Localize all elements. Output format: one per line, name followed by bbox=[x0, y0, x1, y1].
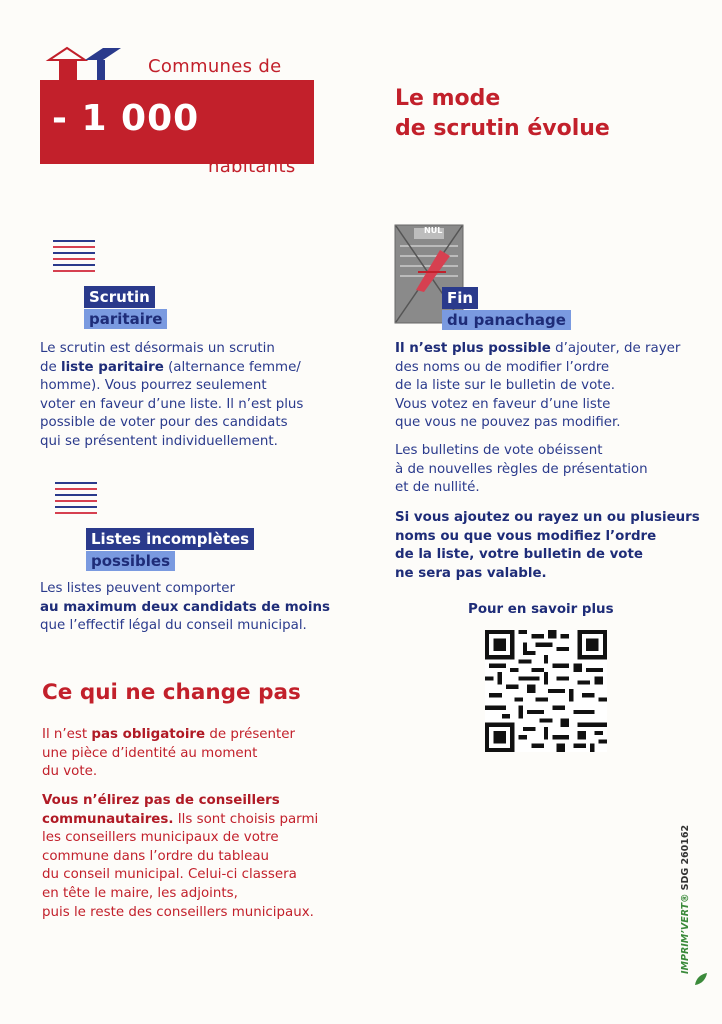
population-threshold: - 1 000 bbox=[52, 98, 200, 139]
text-line: du conseil municipal. Celui-ci classera bbox=[42, 867, 297, 883]
text-line: Vous votez en faveur d’une liste bbox=[395, 396, 611, 412]
text-bold: communautaires. bbox=[42, 811, 174, 827]
text-line bbox=[395, 340, 715, 359]
page-title bbox=[395, 84, 610, 144]
unchanged-paragraph-2 bbox=[42, 792, 362, 922]
paritaire-paragraph bbox=[40, 340, 360, 452]
listes-label-line1: Listes incomplètes bbox=[86, 528, 254, 550]
text-line: de la liste, votre bulletin de vote bbox=[395, 547, 643, 563]
text-line bbox=[40, 599, 360, 618]
panachage-paragraph-2 bbox=[395, 442, 715, 498]
text-span: Ils sont choisis parmi bbox=[173, 811, 319, 827]
crossed-ballot-icon bbox=[394, 224, 464, 324]
text-line: homme). Vous pourrez seulement bbox=[40, 378, 267, 394]
text-line: ne sera pas valable. bbox=[395, 565, 547, 581]
text-line: à de nouvelles règles de présentation bbox=[395, 461, 648, 477]
qr-code[interactable] bbox=[485, 630, 607, 752]
text-bold: pas obligatoire bbox=[91, 727, 206, 742]
text-line: en tête le maire, les adjoints, bbox=[42, 885, 238, 901]
text-line: Les bulletins de vote obéissent bbox=[395, 443, 603, 458]
text-span: de bbox=[40, 359, 61, 375]
text-line: Les listes peuvent comporter bbox=[40, 581, 236, 596]
ballot-nul-text: NUL bbox=[424, 226, 443, 235]
unchanged-paragraph-1 bbox=[42, 726, 362, 782]
text-line bbox=[42, 726, 362, 745]
text-bold: Vous n’élirez pas de conseillers bbox=[42, 793, 280, 808]
text-line: du vote. bbox=[42, 764, 98, 780]
imprim-vert-logo-text: IMPRIM’VERT® bbox=[680, 893, 691, 974]
scrutin-label-line2: paritaire bbox=[84, 309, 167, 329]
text-bold: au maximum deux candidats de moins bbox=[40, 599, 330, 615]
text-line bbox=[42, 792, 362, 811]
title-line-1: Le mode bbox=[395, 86, 501, 111]
text-line: des noms ou de modifier l’ordre bbox=[395, 359, 610, 375]
text-line: que vous ne pouvez pas modifier. bbox=[395, 415, 621, 431]
title-line-2: de scrutin évolue bbox=[395, 116, 610, 141]
text-span: Il n’est bbox=[42, 727, 92, 742]
stripes-icon bbox=[53, 240, 95, 274]
panachage-label-line1: Fin bbox=[442, 287, 478, 309]
text-line: et de nullité. bbox=[395, 480, 480, 496]
text-line bbox=[42, 811, 362, 830]
text-line: Si vous ajoutez ou rayez un ou plusieurs bbox=[395, 510, 700, 525]
document-code: SDG 260162 bbox=[680, 824, 691, 891]
text-line: commune dans l’ordre du tableau bbox=[42, 848, 270, 864]
text-line: une pièce d’identité au moment bbox=[42, 745, 258, 761]
text-line: voter en faveur d’une liste. Il n’est plus bbox=[40, 396, 304, 412]
text-line: les conseillers municipaux de votre bbox=[42, 830, 279, 846]
unchanged-title: Ce qui ne change pas bbox=[42, 680, 301, 705]
communes-de-label: Communes de bbox=[148, 56, 282, 77]
text-span: d’ajouter, de rayer bbox=[550, 341, 681, 356]
text-line: possible de voter pour des candidats bbox=[40, 415, 288, 431]
text-line: puis le reste des conseillers municipaux. bbox=[42, 904, 314, 920]
text-line: que l’effectif légal du conseil municipal. bbox=[40, 618, 307, 634]
listes-label-line2: possibles bbox=[86, 551, 175, 571]
stripes-icon bbox=[55, 482, 97, 516]
savoir-plus-label: Pour en savoir plus bbox=[468, 602, 614, 617]
habitants-label: habitants bbox=[208, 156, 296, 177]
panachage-paragraph-1 bbox=[395, 340, 715, 433]
text-line bbox=[40, 359, 360, 378]
text-bold: Il n’est plus possible bbox=[395, 341, 551, 356]
imprim-vert-mark bbox=[676, 824, 706, 990]
text-line: de la liste sur le bulletin de vote. bbox=[395, 378, 616, 394]
text-line: Le scrutin est désormais un scrutin bbox=[40, 341, 275, 356]
leaf-icon bbox=[694, 972, 708, 986]
panachage-label-line2: du panachage bbox=[442, 310, 571, 330]
scrutin-label-line1: Scrutin bbox=[84, 286, 155, 308]
text-span: de présenter bbox=[205, 727, 296, 742]
text-span: (alternance femme/ bbox=[163, 359, 301, 375]
text-line: noms ou que vous modifiez l’ordre bbox=[395, 528, 657, 544]
panachage-paragraph-3 bbox=[395, 509, 715, 583]
text-line: qui se présentent individuellement. bbox=[40, 433, 278, 449]
incompletes-paragraph bbox=[40, 580, 360, 636]
text-bold: liste paritaire bbox=[61, 359, 164, 375]
